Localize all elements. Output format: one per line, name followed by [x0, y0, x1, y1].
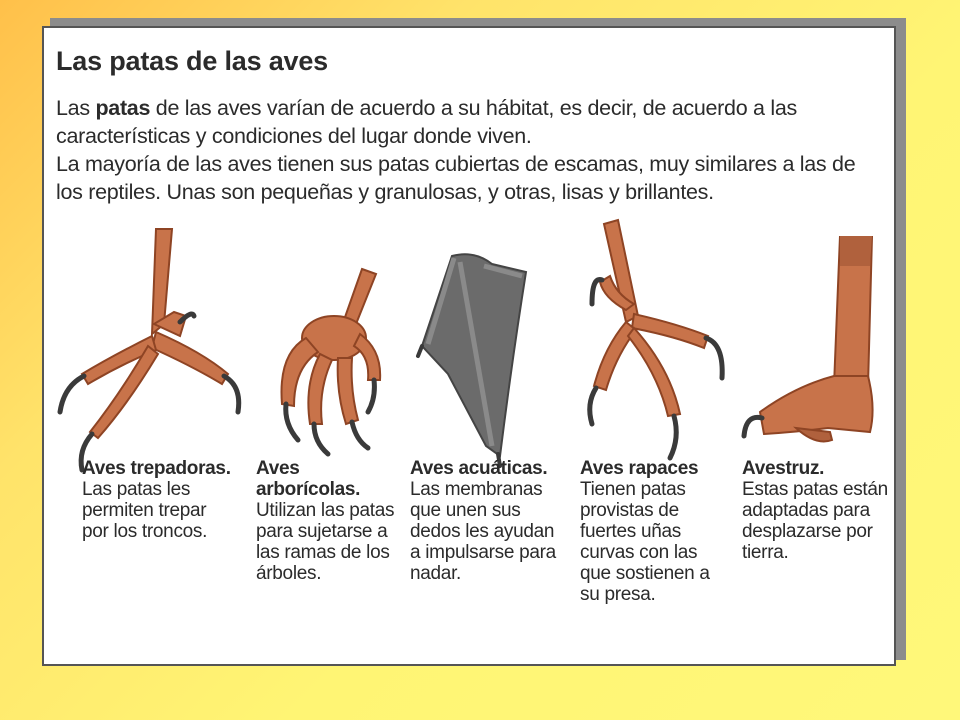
- bird-label-ostrich: [742, 458, 892, 563]
- intro-bold-word: patas: [95, 96, 151, 120]
- intro-part-1: Las: [56, 96, 96, 120]
- bird-name: Aves trepadoras.: [82, 458, 231, 479]
- bird-description: Estas patas están adaptadas para desplazarse por tierra.: [742, 479, 888, 563]
- slide-card: [42, 26, 896, 666]
- bird-description: Las patas les permiten trepar por los troncos.: [82, 479, 208, 542]
- climbing-foot-illustration: [52, 224, 252, 474]
- bird-label-raptor: [580, 458, 722, 605]
- perching-foot-illustration: [264, 264, 394, 464]
- bird-name: Aves arborícolas.: [256, 458, 361, 500]
- intro-part-2: de las aves varían de acuerdo a su hábitat, es decir, de acuerdo a las características y condiciones del lugar donde viven.: [56, 96, 797, 148]
- webbed-foot-illustration: [414, 250, 534, 470]
- intro-part-3: La mayoría de las aves tienen sus patas cubiertas de escamas, muy similares a las de los reptiles. Unas son pequeñas y granulosas, y otras, lisas y brillantes.: [56, 152, 856, 204]
- page-title: Las patas de las aves: [56, 46, 328, 76]
- intro-text: [56, 94, 886, 206]
- bird-name: Aves rapaces: [580, 458, 699, 479]
- bird-description: Las membranas que unen sus dedos les ayudan a impulsarse para nadar.: [410, 479, 556, 584]
- ostrich-foot-illustration: [736, 236, 886, 466]
- raptor-foot-illustration: [574, 218, 734, 468]
- bird-description: Utilizan las patas para sujetarse a las ramas de los árboles.: [256, 500, 395, 584]
- bird-name: Aves acuáticas.: [410, 458, 548, 479]
- bird-label-water: [410, 458, 562, 584]
- bird-name: Avestruz.: [742, 458, 825, 479]
- bird-description: Tienen patas provistas de fuertes uñas curvas con las que sostienen a su presa.: [580, 479, 710, 605]
- bird-label-climbing: [82, 458, 232, 542]
- bird-label-perching: [256, 458, 396, 584]
